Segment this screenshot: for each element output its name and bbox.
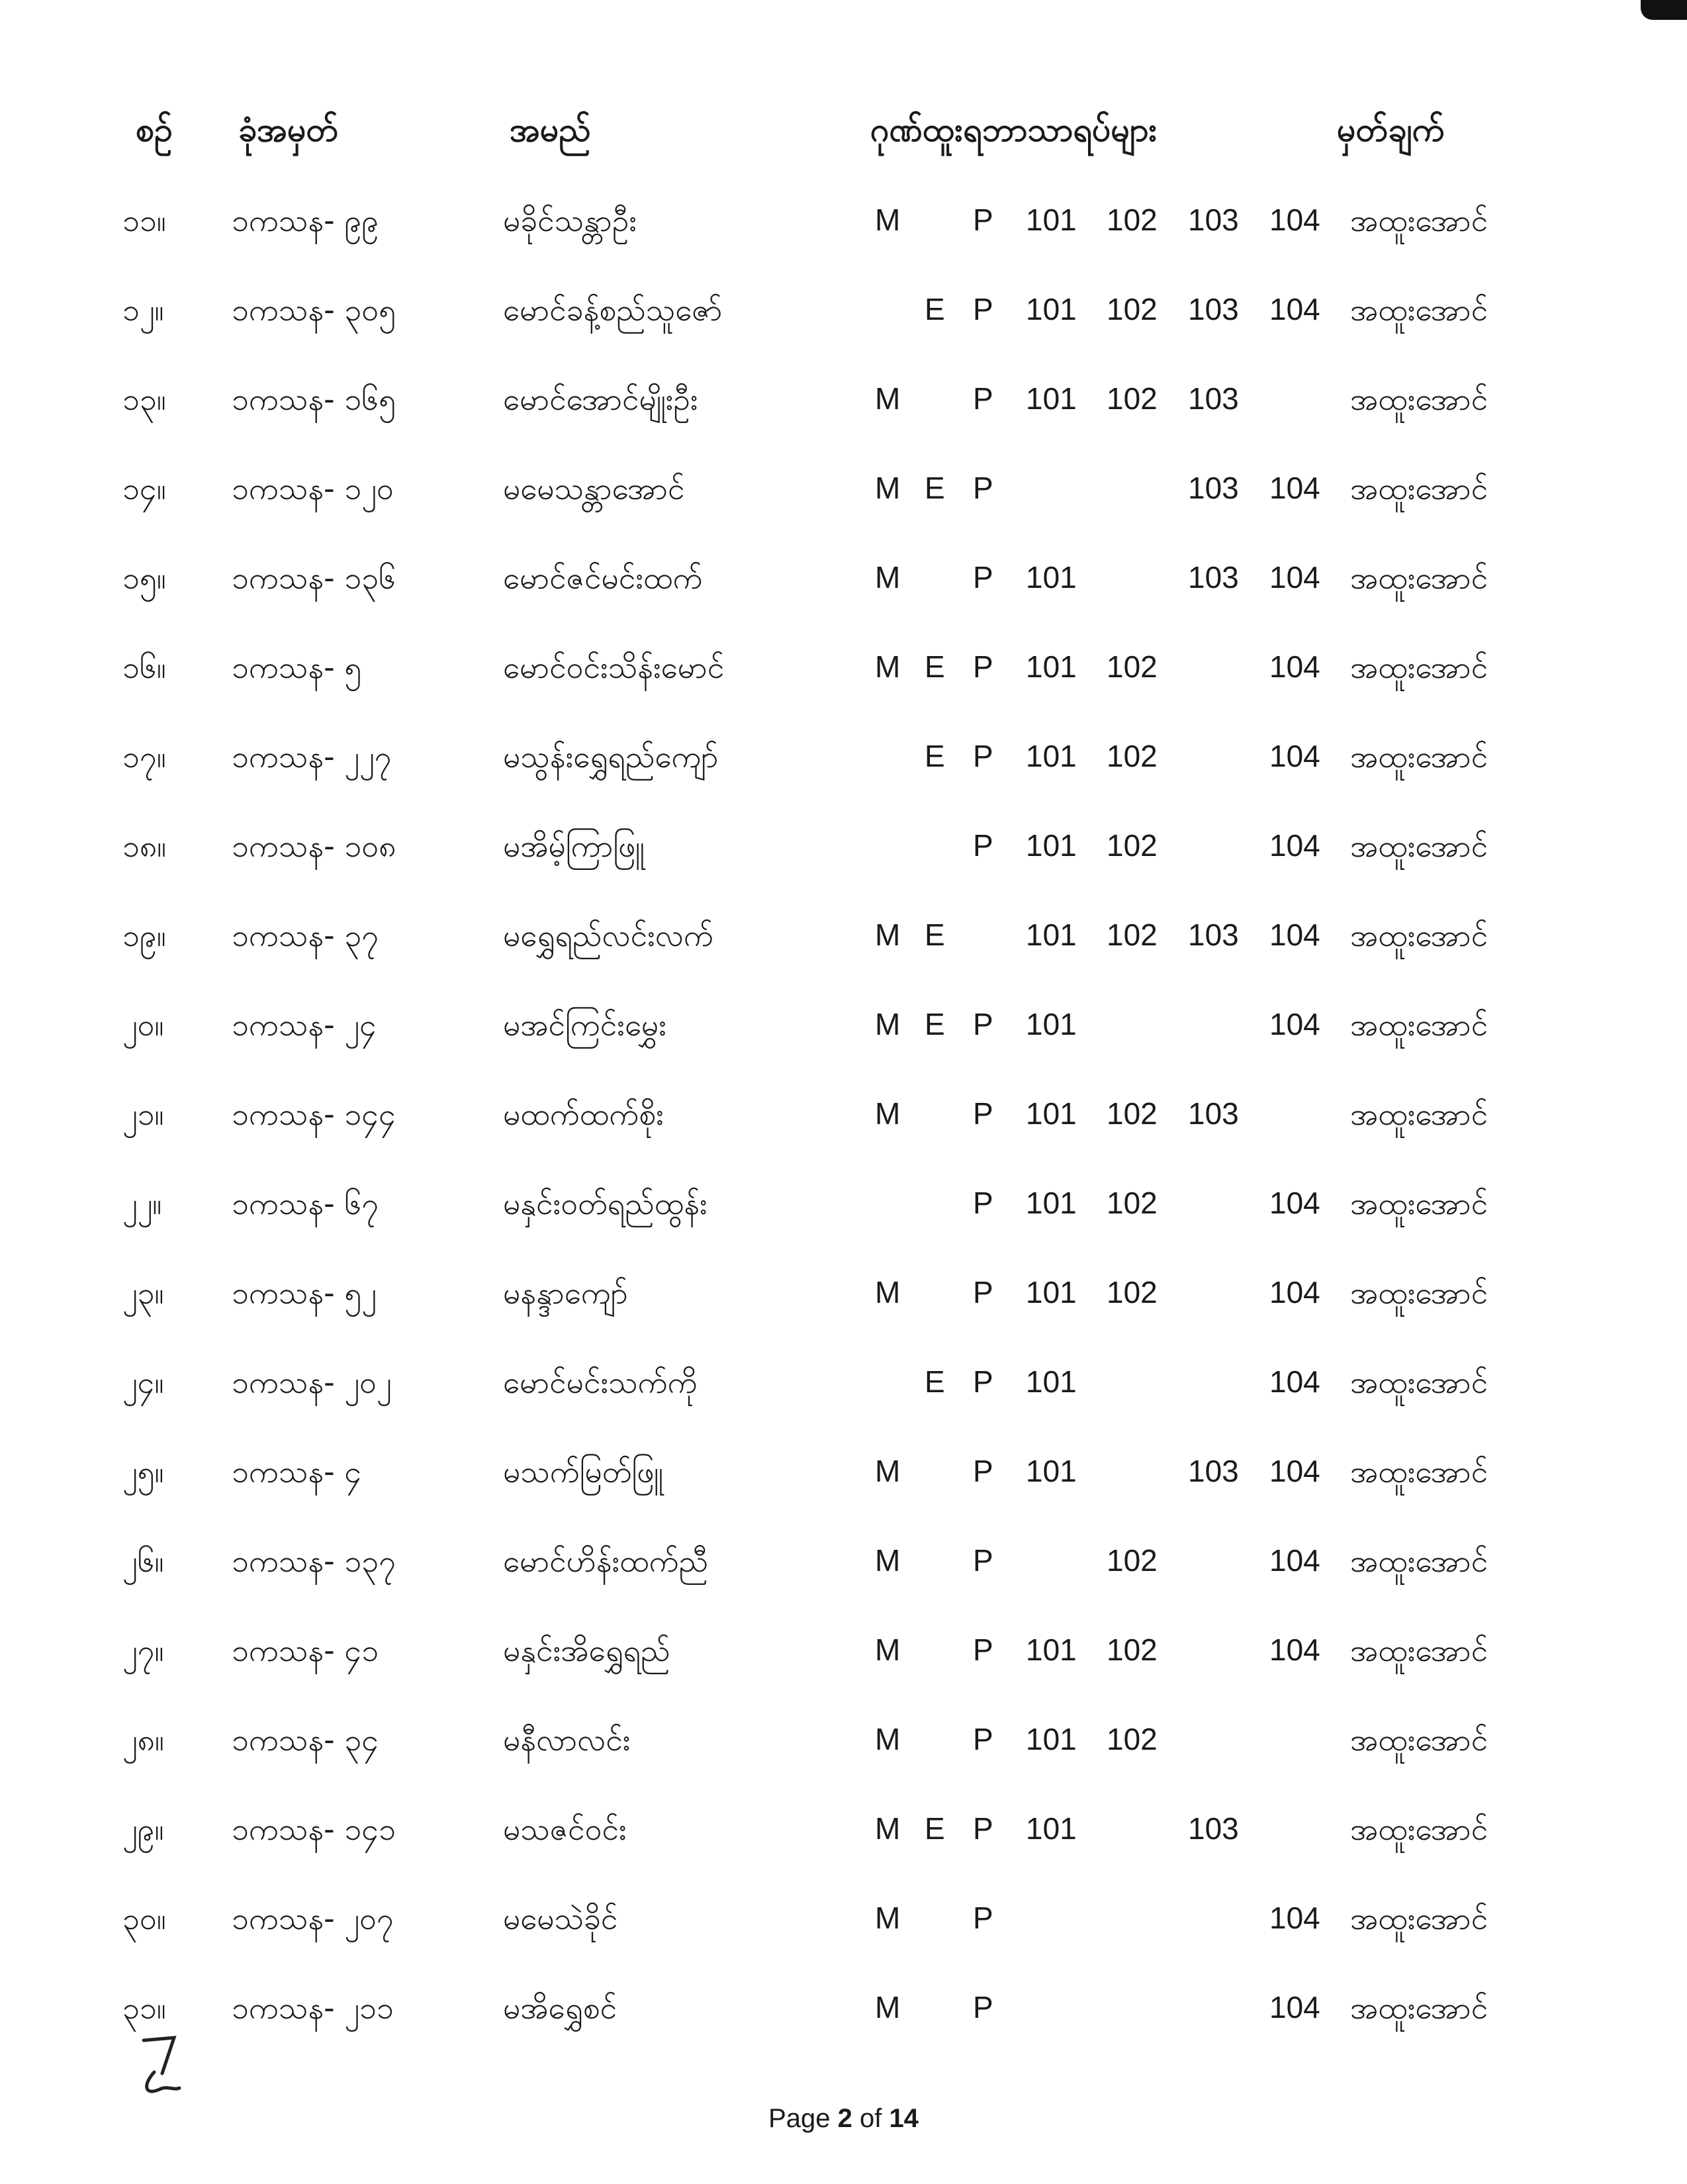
page-current: 2 xyxy=(837,2104,852,2133)
subject-p: P xyxy=(973,471,993,505)
subject-104: 104 xyxy=(1269,1990,1320,2024)
subject-p: P xyxy=(973,1633,993,1667)
student-list xyxy=(0,192,1687,2069)
subject-103: 103 xyxy=(1188,560,1239,594)
serial-no: ၂၂။ xyxy=(122,1186,162,1221)
table-row xyxy=(0,907,1687,996)
table-row xyxy=(0,1264,1687,1354)
serial-no: ၂၅။ xyxy=(122,1454,164,1490)
serial-no: ၂၆။ xyxy=(122,1543,164,1579)
subject-101: 101 xyxy=(1026,1096,1077,1131)
subject-p: P xyxy=(973,828,993,863)
subject-m: M xyxy=(875,1633,901,1667)
subject-m: M xyxy=(875,1096,901,1131)
subject-101: 101 xyxy=(1026,1364,1077,1399)
serial-no: ၁၄။ xyxy=(122,471,166,506)
subject-e: E xyxy=(925,1811,945,1846)
student-name: မနီလာလင်း xyxy=(503,1722,631,1758)
header-roll-number: ခုံအမှတ် xyxy=(238,111,339,149)
subject-m: M xyxy=(875,1543,901,1578)
subject-101: 101 xyxy=(1026,1633,1077,1667)
subject-p: P xyxy=(973,739,993,773)
roll-number: ၁ကသန- ၃၇ xyxy=(232,918,379,953)
remark: အထူးအောင် xyxy=(1350,1186,1488,1221)
table-row xyxy=(0,639,1687,728)
subject-103: 103 xyxy=(1188,918,1239,952)
subject-102: 102 xyxy=(1107,1543,1158,1578)
subject-p: P xyxy=(973,1543,993,1578)
student-name: မမေသန္တာအောင် xyxy=(503,471,685,506)
subject-p: P xyxy=(973,1901,993,1935)
subject-e: E xyxy=(925,649,945,684)
student-name: မသဇင်ဝင်း xyxy=(503,1811,627,1847)
subject-104: 104 xyxy=(1269,292,1320,326)
serial-no: ၁၂။ xyxy=(122,292,164,328)
student-name: မမေသဲခိုင် xyxy=(503,1901,618,1936)
subject-e: E xyxy=(925,292,945,326)
student-name: မထက်ထက်စိုး xyxy=(503,1096,664,1132)
roll-number: ၁ကသန- ၂၀၇ xyxy=(232,1901,394,1936)
remark: အထူးအောင် xyxy=(1350,649,1488,685)
table-row xyxy=(0,1086,1687,1175)
remark: အထူးအောင် xyxy=(1350,1096,1488,1132)
student-name: မသက်မြတ်ဖြူ xyxy=(503,1454,663,1490)
table-row xyxy=(0,1354,1687,1443)
serial-no: ၁၁။ xyxy=(122,203,166,238)
subject-104: 104 xyxy=(1269,203,1320,237)
subject-101: 101 xyxy=(1026,649,1077,684)
serial-no: ၁၅။ xyxy=(122,560,166,596)
subject-104: 104 xyxy=(1269,739,1320,773)
subject-103: 103 xyxy=(1188,381,1239,416)
roll-number: ၁ကသန- ၄ xyxy=(232,1454,362,1490)
subject-102: 102 xyxy=(1107,828,1158,863)
subject-m: M xyxy=(875,471,901,505)
subject-102: 102 xyxy=(1107,1633,1158,1667)
roll-number: ၁ကသန- ၂၀၂ xyxy=(232,1364,392,1400)
subject-101: 101 xyxy=(1026,560,1077,594)
subject-104: 104 xyxy=(1269,1454,1320,1488)
roll-number: ၁ကသန- ၉၉ xyxy=(232,203,379,238)
roll-number: ၁ကသန- ၁၂၀ xyxy=(232,471,394,506)
table-row xyxy=(0,1979,1687,2069)
table-row xyxy=(0,549,1687,639)
student-name: မအိမ့်ကြာဖြူ xyxy=(503,828,645,864)
subject-103: 103 xyxy=(1188,1454,1239,1488)
subject-102: 102 xyxy=(1107,1186,1158,1220)
student-name: မသွန်းရွှေရည်ကျော် xyxy=(503,739,719,775)
subject-102: 102 xyxy=(1107,292,1158,326)
table-row xyxy=(0,728,1687,818)
roll-number: ၁ကသန- ၂၁၁ xyxy=(232,1990,394,2026)
table-row xyxy=(0,1533,1687,1622)
subject-p: P xyxy=(973,203,993,237)
subject-p: P xyxy=(973,1007,993,1041)
remark: အထူးအောင် xyxy=(1350,560,1488,596)
remark: အထူးအောင် xyxy=(1350,1543,1488,1579)
serial-no: ၁၉။ xyxy=(122,918,166,953)
subject-p: P xyxy=(973,1990,993,2024)
table-row xyxy=(0,818,1687,907)
remark: အထူးအောင် xyxy=(1350,828,1488,864)
serial-no: ၁၈။ xyxy=(122,828,167,864)
header-remark: မှတ်ချက် xyxy=(1337,111,1445,149)
subject-102: 102 xyxy=(1107,381,1158,416)
student-name: မောင်ဝင်းသိန်းမောင် xyxy=(503,649,725,685)
remark: အထူးအောင် xyxy=(1350,1454,1488,1490)
table-header xyxy=(0,109,1687,169)
header-distinction-subjects: ဂုဏ်ထူးရဘာသာရပ်များ xyxy=(870,111,1158,149)
roll-number: ၁ကသန- ၁၆၅ xyxy=(232,381,396,417)
roll-number: ၁ကသန- ၅ xyxy=(232,649,362,685)
student-name: မအင်ကြင်းမွှေး xyxy=(503,1007,666,1043)
subject-102: 102 xyxy=(1107,739,1158,773)
roll-number: ၁ကသန- ၁၀၈ xyxy=(232,828,396,864)
roll-number: ၁ကသန- ၄၁ xyxy=(232,1633,379,1668)
subject-101: 101 xyxy=(1026,918,1077,952)
handwritten-mark xyxy=(136,2032,189,2099)
serial-no: ၂၇။ xyxy=(122,1633,164,1668)
subject-p: P xyxy=(973,1722,993,1756)
subject-m: M xyxy=(875,1722,901,1756)
serial-no: ၃၁။ xyxy=(122,1990,166,2026)
subject-m: M xyxy=(875,1901,901,1935)
student-name: မအိရွှေစင် xyxy=(503,1990,617,2026)
remark: အထူးအောင် xyxy=(1350,1722,1488,1758)
subject-103: 103 xyxy=(1188,1096,1239,1131)
remark: အထူးအောင် xyxy=(1350,918,1488,953)
subject-104: 104 xyxy=(1269,1633,1320,1667)
subject-e: E xyxy=(925,1007,945,1041)
serial-no: ၂၉။ xyxy=(122,1811,164,1847)
serial-no: ၂၃။ xyxy=(122,1275,164,1311)
subject-103: 103 xyxy=(1188,471,1239,505)
subject-104: 104 xyxy=(1269,471,1320,505)
subject-102: 102 xyxy=(1107,649,1158,684)
subject-p: P xyxy=(973,292,993,326)
subject-m: M xyxy=(875,1275,901,1309)
serial-no: ၂၈။ xyxy=(122,1722,164,1758)
subject-104: 104 xyxy=(1269,918,1320,952)
table-row xyxy=(0,460,1687,549)
table-row xyxy=(0,281,1687,371)
subject-103: 103 xyxy=(1188,292,1239,326)
remark: အထူးအောင် xyxy=(1350,1364,1488,1400)
table-row xyxy=(0,1175,1687,1264)
serial-no: ၃၀။ xyxy=(122,1901,166,1936)
serial-no: ၂၀။ xyxy=(122,1007,164,1043)
subject-m: M xyxy=(875,203,901,237)
student-name: မခိုင်သန္တာဦး xyxy=(503,203,637,238)
student-name: မောင်မင်းသက်ကို xyxy=(503,1364,698,1400)
subject-101: 101 xyxy=(1026,1275,1077,1309)
roll-number: ၁ကသန- ၂၂၇ xyxy=(232,739,392,775)
remark: အထူးအောင် xyxy=(1350,1990,1488,2026)
roll-number: ၁ကသန- ၁၄၁ xyxy=(232,1811,396,1847)
student-name: မနှင်းအိရွှေရည် xyxy=(503,1633,670,1668)
serial-no: ၂၄။ xyxy=(122,1364,164,1400)
page-of: of xyxy=(852,2104,889,2133)
subject-p: P xyxy=(973,1096,993,1131)
table-row xyxy=(0,1443,1687,1533)
subject-102: 102 xyxy=(1107,203,1158,237)
subject-102: 102 xyxy=(1107,1275,1158,1309)
subject-e: E xyxy=(925,739,945,773)
subject-m: M xyxy=(875,649,901,684)
subject-104: 104 xyxy=(1269,649,1320,684)
remark: အထူးအောင် xyxy=(1350,739,1488,775)
header-name: အမည် xyxy=(510,111,591,149)
roll-number: ၁ကသန- ၂၄ xyxy=(232,1007,377,1043)
page-prefix: Page xyxy=(768,2104,838,2133)
student-name: မနန္ဒာကျော် xyxy=(503,1275,628,1311)
subject-102: 102 xyxy=(1107,1096,1158,1131)
table-row xyxy=(0,1890,1687,1979)
remark: အထူးအောင် xyxy=(1350,203,1488,238)
subject-104: 104 xyxy=(1269,1007,1320,1041)
subject-p: P xyxy=(973,1275,993,1309)
subject-p: P xyxy=(973,560,993,594)
table-row xyxy=(0,996,1687,1086)
subject-e: E xyxy=(925,471,945,505)
subject-103: 103 xyxy=(1188,203,1239,237)
table-row xyxy=(0,1801,1687,1890)
roll-number: ၁ကသန- ၃၄ xyxy=(232,1722,379,1758)
remark: အထူးအောင် xyxy=(1350,1007,1488,1043)
subject-101: 101 xyxy=(1026,828,1077,863)
subject-101: 101 xyxy=(1026,739,1077,773)
student-name: မနှင်းဝတ်ရည်ထွန်း xyxy=(503,1186,707,1221)
subject-m: M xyxy=(875,1990,901,2024)
subject-104: 104 xyxy=(1269,1186,1320,1220)
subject-m: M xyxy=(875,918,901,952)
remark: အထူးအောင် xyxy=(1350,1275,1488,1311)
subject-101: 101 xyxy=(1026,1811,1077,1846)
serial-no: ၂၁။ xyxy=(122,1096,164,1132)
remark: အထူးအောင် xyxy=(1350,381,1488,417)
subject-104: 104 xyxy=(1269,1364,1320,1399)
student-name: မရွှေရည်လင်းလက် xyxy=(503,918,713,953)
serial-no: ၁၆။ xyxy=(122,649,166,685)
roll-number: ၁ကသန- ၅၂ xyxy=(232,1275,377,1311)
subject-p: P xyxy=(973,649,993,684)
subject-e: E xyxy=(925,1364,945,1399)
subject-p: P xyxy=(973,1186,993,1220)
roll-number: ၁ကသန- ၁၃၇ xyxy=(232,1543,396,1579)
header-serial-no: စဥ် xyxy=(136,111,173,149)
remark: အထူးအောင် xyxy=(1350,1633,1488,1668)
page-footer xyxy=(0,2104,1687,2134)
subject-102: 102 xyxy=(1107,918,1158,952)
subject-m: M xyxy=(875,560,901,594)
table-row xyxy=(0,1622,1687,1711)
subject-104: 104 xyxy=(1269,1275,1320,1309)
subject-m: M xyxy=(875,1007,901,1041)
subject-p: P xyxy=(973,381,993,416)
subject-101: 101 xyxy=(1026,381,1077,416)
roll-number: ၁ကသန- ၁၄၄ xyxy=(232,1096,396,1132)
subject-p: P xyxy=(973,1364,993,1399)
scan-edge-mark xyxy=(1641,0,1687,20)
subject-m: M xyxy=(875,1811,901,1846)
subject-101: 101 xyxy=(1026,292,1077,326)
roll-number: ၁ကသန- ၆၇ xyxy=(232,1186,379,1221)
subject-104: 104 xyxy=(1269,1901,1320,1935)
subject-104: 104 xyxy=(1269,828,1320,863)
subject-104: 104 xyxy=(1269,560,1320,594)
subject-101: 101 xyxy=(1026,1186,1077,1220)
subject-m: M xyxy=(875,1454,901,1488)
table-row xyxy=(0,192,1687,281)
student-name: မောင်ခန့်စည်သူဇော် xyxy=(503,292,723,328)
subject-p: P xyxy=(973,1811,993,1846)
roll-number: ၁ကသန- ၃၀၅ xyxy=(232,292,396,328)
subject-101: 101 xyxy=(1026,1722,1077,1756)
subject-p: P xyxy=(973,1454,993,1488)
student-name: မောင်ဟိန်းထက်ညီ xyxy=(503,1543,709,1579)
remark: အထူးအောင် xyxy=(1350,471,1488,506)
subject-e: E xyxy=(925,918,945,952)
subject-102: 102 xyxy=(1107,1722,1158,1756)
serial-no: ၁၇။ xyxy=(122,739,166,775)
table-row xyxy=(0,371,1687,460)
student-name: မောင်ဇင်မင်းထက် xyxy=(503,560,703,596)
remark: အထူးအောင် xyxy=(1350,1811,1488,1847)
student-name: မောင်အောင်မျိုးဦး xyxy=(503,381,698,417)
serial-no: ၁၃။ xyxy=(122,381,166,417)
table-row xyxy=(0,1711,1687,1801)
page-total: 14 xyxy=(889,2104,919,2133)
remark: အထူးအောင် xyxy=(1350,292,1488,328)
subject-101: 101 xyxy=(1026,1007,1077,1041)
subject-101: 101 xyxy=(1026,203,1077,237)
roll-number: ၁ကသန- ၁၃၆ xyxy=(232,560,396,596)
subject-104: 104 xyxy=(1269,1543,1320,1578)
subject-101: 101 xyxy=(1026,1454,1077,1488)
subject-m: M xyxy=(875,381,901,416)
remark: အထူးအောင် xyxy=(1350,1901,1488,1936)
subject-103: 103 xyxy=(1188,1811,1239,1846)
